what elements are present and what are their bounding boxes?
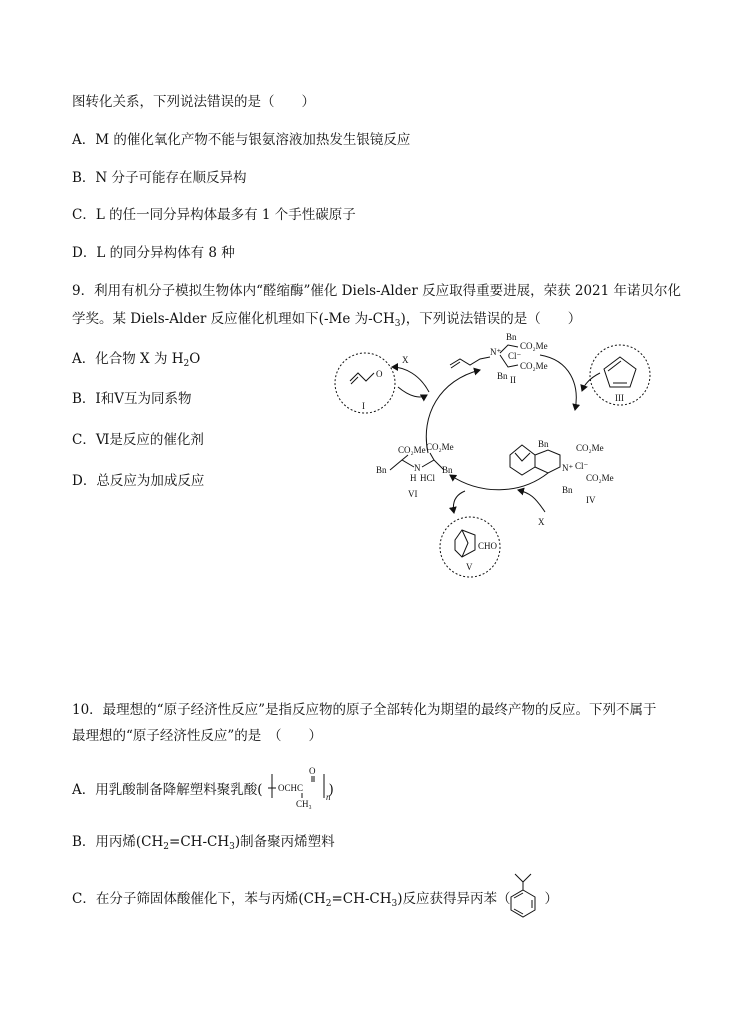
i-in-arrow: [398, 387, 427, 397]
ii-n: N⁺: [490, 347, 502, 357]
q9-option-b: B．Ⅰ和Ⅴ互为同系物: [72, 391, 192, 407]
iv-bn-bottom: Bn: [562, 485, 573, 495]
x-in-arrow: [518, 490, 545, 512]
q8-option-d: D．L 的同分异构体有 8 种: [72, 245, 235, 261]
q9-option-a: A．化合物 X 为 $H_2O$: [72, 351, 201, 369]
q8-stem-tail: 图转化关系，下列说法错误的是（ ）: [72, 94, 315, 110]
pla-backbone: OCHC: [278, 783, 304, 793]
cycle-arc-left: [426, 370, 480, 453]
q10-stem-line2: 最理想的“原子经济性反应”的是 （ ）: [72, 728, 323, 744]
q10-option-a: A．用乳酸制备降解塑料聚乳酸( ): [72, 782, 334, 798]
q9-stem-line1: 9．利用有机分子模拟生物体内“醛缩酶”催化 Diels-Alder 反应取得重要进展，荣获 2021 年诺贝尔化: [72, 283, 682, 299]
compound-i-circle: [335, 353, 395, 413]
vi-co2me-right: CO₂Me: [426, 442, 454, 452]
x-out-arrow: [392, 367, 429, 392]
cumene-structure: [505, 870, 541, 918]
catalytic-cycle-diagram: [330, 325, 660, 575]
q10-option-b: B．用丙烯$(CH_2=CH-CH_3)$制备聚丙烯塑料: [72, 834, 335, 852]
label-vi: VI: [408, 489, 418, 499]
label-iii: III: [615, 393, 624, 403]
isopropyl-group: [515, 874, 531, 890]
pla-methyl: CH₃: [296, 799, 312, 809]
ii-co2me-bottom: CO₂Me: [520, 361, 548, 371]
q8-option-a: A．M 的催化氧化产物不能与银氨溶液加热发生银镜反应: [72, 132, 411, 148]
label-i: I: [362, 401, 365, 411]
label-iv: IV: [586, 495, 596, 505]
ii-cl: Cl⁻: [508, 351, 522, 361]
polylactic-acid-formula: [268, 764, 338, 810]
compound-ii-chain: [450, 357, 490, 365]
q10-stem-line1: 10．最理想的“原子经济性反应”是指反应物的原子全部转化为期望的最终产物的反应。下列不属于: [72, 702, 657, 718]
benzene-ring: [511, 890, 535, 917]
label-v: V: [466, 562, 473, 572]
v-out-arrow: [453, 491, 465, 513]
acrolein-o: O: [376, 369, 383, 379]
q9-option-d: D．总反应为加成反应: [72, 473, 205, 489]
ii-co2me-top: CO₂Me: [520, 341, 548, 351]
vi-co2me-left: CO₂Me: [398, 445, 426, 455]
iv-cl: Cl⁻: [575, 461, 589, 471]
iii-in-arrow: [582, 373, 600, 391]
q8-option-b: B．N 分子可能存在顺反异构: [72, 170, 247, 186]
vi-h: H: [410, 473, 417, 483]
acrolein-skeleton: [350, 373, 374, 381]
vi-bn-left: Bn: [376, 465, 387, 475]
pla-n: n: [326, 792, 331, 802]
vi-n: N: [414, 463, 421, 473]
vi-bn-right: Bn: [442, 465, 453, 475]
vi-hcl: HCl: [420, 473, 436, 483]
norbornene-skeleton: [455, 530, 475, 557]
x-label-bottom: X: [538, 517, 545, 527]
v-cho: CHO: [478, 541, 498, 551]
q8-option-c: C．L 的任一同分异构体最多有 1 个手性碳原子: [72, 207, 356, 223]
iv-co2me-top: CO₂Me: [576, 443, 604, 453]
q9-option-c: C．Ⅵ是反应的催化剂: [72, 432, 204, 448]
ii-bn-bottom: Bn: [497, 371, 508, 381]
label-ii: II: [510, 375, 516, 385]
iv-co2me-bottom: CO₂Me: [586, 473, 614, 483]
iv-n: N⁺: [562, 463, 574, 473]
cycle-arc-bottom: [450, 473, 548, 490]
pla-carbonyl-o: O: [309, 766, 316, 776]
iv-bn-top: Bn: [538, 439, 549, 449]
ii-bn-top: Bn: [506, 332, 517, 342]
x-label-top: X: [402, 355, 409, 365]
q9-stem-line2: 学奖。某 Diels-Alder 反应催化机理如下(-Me 为$-CH_3$)，下列说法错误的是（ ）: [72, 311, 582, 329]
q10-option-c: C．在分子筛固体酸催化下，苯与丙烯$(CH_2=CH-CH_3)$反应获得异丙苯（ ）: [72, 891, 559, 909]
